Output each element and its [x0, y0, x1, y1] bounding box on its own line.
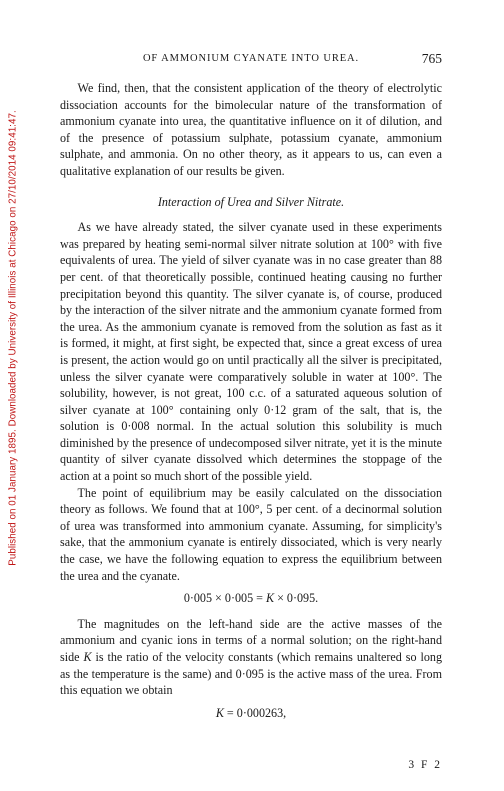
equation-right: × 0·095. [274, 591, 319, 606]
result-value: = 0·000263, [223, 705, 287, 720]
paragraph-variable-k: K [83, 650, 92, 664]
signature-mark: 3 F 2 [408, 759, 442, 771]
paragraph-conclusion: We find, then, that the consistent application of the theory of electrolytic dissociation accounts for the bimolecular nature of the transformation of ammonium cyanate into urea, the quantitative influence on it of dilution, and of the presence of potassium sulphate, potassium cyanate, ammonium sulphate, and ammonia. On no other theory, as it appears to us, can even a qualitative explanation of our results be given. [60, 81, 442, 178]
equation-result [60, 705, 442, 722]
paragraph-magnitudes-part2: is the ratio of the velocity constants (which remains unaltered so long as the temperature is the same) and 0·095 is the active mass of the urea. From this equation we obtain [60, 650, 442, 698]
section-heading: Interaction of Urea and Silver Nitrate. [157, 194, 345, 209]
equation-equilibrium [60, 590, 442, 607]
page-number: 765 [421, 51, 442, 66]
paragraph-magnitudes-part1: The magnitudes on the left-hand side are the active masses of the ammonium and cyanic ions in terms of a normal solution; on the right-hand side [60, 616, 442, 664]
paragraph-silver-cyanate: As we have already stated, the silver cyanate used in these experiments was prepared by heating semi-normal silver nitrate solution at 100° with five equivalents of urea. The yield of silver cyanate was in no case greater than 88 per cent. of that theoretically possible, continued heating causing no further precipitation beyond this quantity. The silver cyanate is, of course, produced by the interaction of the silver nitrate and the ammonium cyanate formed from the urea. As the ammonium cyanate is removed from the solution as fast as it is formed, it might, at first sight, be expected that, since a great excess of urea is present, the action would go on until practically all the silver is precipitated, unless the silver cyanate were comparatively soluble in water at 100°. The solubility, however, is not great, 100 c.c. of a saturated aqueous solution of silver cyanate at 100° containing only 0·12 gram of the salt, that is, the solution is 0·008 normal. In the actual solution this solubility is much diminished by the presence of undecomposed silver nitrate, yet it is the minute quantity of silver cyanate dissolved which determines the stoppage of the action at a point so much short of the possible yield. [60, 220, 442, 484]
equation-variable-k: K [265, 591, 275, 606]
paragraph-magnitudes [60, 616, 442, 699]
result-variable-k: K [215, 705, 224, 720]
running-header [60, 52, 442, 72]
paragraph-equilibrium: The point of equilibrium may be easily calculated on the dissociation theory as follows. We found that at 100°, 5 per cent. of a decinormal solution of urea was transformed into ammonium cyanate. Assuming, for simplicity's sake, that the ammonium cyanate is entirely dissociated, which is very nearly the case, we have the following equation to express the equilibrium between the urea and the cyanate. [60, 485, 442, 583]
equation-left: 0·005 × 0·005 = [183, 591, 266, 606]
running-title: OF AMMONIUM CYANATE INTO UREA. [142, 53, 360, 64]
body-text [60, 80, 442, 730]
download-watermark [3, 58, 23, 618]
download-watermark-text: Published on 01 January 1895. Downloaded by University of Illinois at Chicago on 27/10/2014 09:41:47. [7, 110, 19, 566]
